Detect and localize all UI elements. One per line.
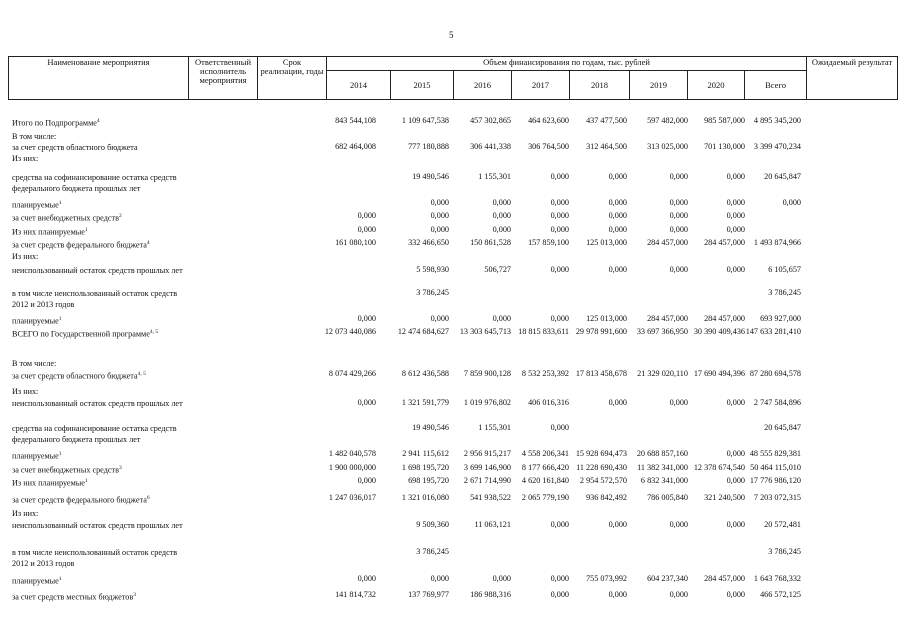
value-cell: 321 240,500 [704,493,745,502]
value-cell: 0,000 [608,172,627,181]
header-responsible: Ответственный исполнитель мероприятия [189,57,258,100]
footnote-mark: 1 [84,478,88,484]
value-cell: 20 645,847 [764,423,801,432]
value-cell: 936 842,492 [586,493,627,502]
value-cell: 0,000 [608,225,627,234]
value-cell: 0,000 [492,225,511,234]
value-cell: 786 005,840 [647,493,688,502]
value-cell: 3 399 470,234 [753,142,801,151]
value-cell: 284 457,000 [647,314,688,323]
footnote-mark: 6 [146,495,150,501]
footnote-mark: 1 [58,316,62,322]
value-cell: 0,000 [357,574,376,583]
value-cell: 0,000 [357,476,376,485]
row-label: неиспользованный остаток средств прошлых лет [12,266,183,275]
value-cell: 1 493 874,966 [753,238,801,247]
header-year: 2014 [327,71,391,100]
value-cell: 332 466,650 [408,238,449,247]
value-cell: 0,000 [550,172,569,181]
value-cell: 7 203 072,315 [753,493,801,502]
value-cell: 1 247 036,017 [328,493,376,502]
row-label: Из них планируемые$^1$ [12,478,88,488]
value-cell: 457 302,865 [470,116,511,125]
footnote-mark: 1 [58,576,62,582]
value-cell: 9 509,360 [416,520,449,529]
value-cell: 1 643 768,332 [753,574,801,583]
row-label: Из них: [12,387,39,396]
value-cell: 0,000 [430,314,449,323]
value-cell: 0,000 [357,314,376,323]
value-cell: 2 671 714,990 [463,476,511,485]
value-cell: 0,000 [726,211,745,220]
value-cell: 13 303 645,713 [459,327,511,336]
value-cell: 0,000 [492,198,511,207]
row-label: за счет средств областного бюджета [12,143,138,152]
value-cell: 0,000 [608,198,627,207]
header-period: Срок реализации, годы [258,57,327,100]
row-label: за счет средств федерального бюджета$^6$ [12,495,150,505]
footnote-mark: 2 [118,213,122,219]
value-cell: 604 237,340 [647,574,688,583]
value-cell: 597 482,000 [647,116,688,125]
value-cell: 0,000 [669,172,688,181]
value-cell: 0,000 [726,449,745,458]
header-year: 2018 [570,71,630,100]
value-cell: 186 988,316 [470,590,511,599]
value-cell: 0,000 [430,225,449,234]
value-cell: 1 155,301 [478,172,511,181]
header-year-total: Всего [745,71,807,100]
value-cell: 0,000 [430,198,449,207]
row-label: В том числе: [12,132,57,141]
row-label: Из них: [12,154,39,163]
value-cell: 0,000 [669,590,688,599]
value-cell: 20 688 857,160 [636,449,688,458]
value-cell: 306 764,500 [528,142,569,151]
row-label: Из них: [12,509,39,518]
footnote-mark: 1 [84,227,88,233]
value-cell: 313 025,000 [647,142,688,151]
value-cell: 11 228 690,430 [576,463,627,472]
value-cell: 1 482 040,578 [328,449,376,458]
value-cell: 12 474 684,627 [397,327,449,336]
footnote-mark: 1 [58,200,62,206]
header-year: 2015 [391,71,454,100]
value-cell: 0,000 [550,225,569,234]
row-label: Итого по Подпрограмме$^4$ [12,118,100,128]
value-cell: 755 073,992 [586,574,627,583]
value-cell: 0,000 [492,314,511,323]
header-year: 2020 [688,71,745,100]
row-label: В том числе: [12,359,57,368]
value-cell: 2 747 584,896 [753,398,801,407]
value-cell: 0,000 [669,398,688,407]
value-cell: 11 063,121 [474,520,511,529]
row-label: планируемые$^1$ [12,316,62,326]
value-cell: 1 900 000,000 [328,463,376,472]
value-cell: 1 698 195,720 [401,463,449,472]
value-cell: 777 180,888 [408,142,449,151]
value-cell: 3 786,245 [768,288,801,297]
value-cell: 0,000 [550,265,569,274]
value-cell: 0,000 [669,225,688,234]
value-cell: 0,000 [726,398,745,407]
page-mark: 5 [449,30,454,40]
value-cell: 0,000 [726,198,745,207]
value-cell: 147 633 281,410 [745,327,801,336]
value-cell: 0,000 [608,520,627,529]
value-cell: 17 813 458,678 [575,369,627,378]
value-cell: 4 558 206,341 [521,449,569,458]
value-cell: 19 490,546 [412,172,449,181]
footnote-mark: 4, 5 [149,329,159,335]
value-cell: 8 532 253,392 [521,369,569,378]
row-label: за счет средств федерального бюджета$^4$ [12,240,150,250]
value-cell: 2 941 115,612 [402,449,449,458]
value-cell: 541 938,522 [470,493,511,502]
row-label: Из них планируемые$^1$ [12,227,88,237]
value-cell: 682 464,008 [335,142,376,151]
value-cell: 15 928 694,473 [575,449,627,458]
value-cell: 0,000 [550,423,569,432]
footnote-mark: 4 [96,118,100,124]
value-cell: 0,000 [550,198,569,207]
value-cell: 466 572,125 [760,590,801,599]
row-label: за счет внебюджетных средств$^2$ [12,213,122,223]
value-cell: 843 544,108 [335,116,376,125]
value-cell: 2 065 779,190 [521,493,569,502]
row-label: неиспользованный остаток средств прошлых лет [12,521,183,530]
footnote-mark: 4, 5 [137,371,146,377]
value-cell: 284 457,000 [647,238,688,247]
value-cell: 0,000 [430,211,449,220]
value-cell: 0,000 [726,265,745,274]
value-cell: 0,000 [357,211,376,220]
value-cell: 1 321 016,080 [401,493,449,502]
value-cell: 0,000 [492,574,511,583]
value-cell: 0,000 [669,198,688,207]
header-name: Наименование мероприятия [9,57,189,100]
value-cell: 0,000 [608,398,627,407]
value-cell: 6 105,657 [768,265,801,274]
row-label: за счет внебюджетных средств$^3$ [12,465,122,475]
value-cell: 2 954 572,570 [579,476,627,485]
value-cell: 0,000 [669,265,688,274]
footnote-mark: 3 [133,592,136,598]
header-year: 2019 [630,71,688,100]
value-cell: 0,000 [669,520,688,529]
value-cell: 11 382 341,000 [637,463,688,472]
value-cell: 137 769,977 [408,590,449,599]
row-label: за счет средств областного бюджета$^{4, 5}$ [12,371,146,381]
value-cell: 0,000 [357,398,376,407]
row-label: планируемые$^1$ [12,200,62,210]
value-cell: 8 612 436,588 [401,369,449,378]
row-label: средства на софинансирование остатка средств федерального бюджета прошлых лет [12,424,177,444]
value-cell: 3 699 146,900 [463,463,511,472]
header-result: Ожидаемый результат [807,57,898,100]
value-cell: 12 378 674,540 [693,463,745,472]
value-cell: 0,000 [550,590,569,599]
value-cell: 5 598,930 [416,265,449,274]
value-cell: 20 645,847 [764,172,801,181]
row-label: Из них: [12,252,39,261]
value-cell: 87 280 694,578 [749,369,801,378]
value-cell: 161 080,100 [335,238,376,247]
value-cell: 21 329 020,110 [637,369,688,378]
value-cell: 20 572,481 [764,520,801,529]
value-cell: 0,000 [726,476,745,485]
value-cell: 141 814,732 [335,590,376,599]
value-cell: 312 464,500 [586,142,627,151]
row-label: планируемые$^1$ [12,576,62,586]
value-cell: 0,000 [726,225,745,234]
value-cell: 698 195,720 [408,476,449,485]
value-cell: 8 177 666,420 [521,463,569,472]
value-cell: 0,000 [550,574,569,583]
value-cell: 18 815 833,611 [518,327,569,336]
value-cell: 29 978 991,600 [575,327,627,336]
value-cell: 0,000 [550,314,569,323]
value-cell: 693 927,000 [760,314,801,323]
row-label: в том числе неиспользованный остаток средств 2012 и 2013 годов [12,289,178,309]
value-cell: 3 786,245 [768,547,801,556]
value-cell: 157 859,100 [528,238,569,247]
value-cell: 0,000 [782,198,801,207]
value-cell: 150 861,528 [470,238,511,247]
header-year: 2017 [512,71,570,100]
row-label: ВСЕГО по Государственной программе$^{4, 5}$ [12,329,159,339]
value-cell: 19 490,546 [412,423,449,432]
value-cell: 17 690 494,396 [693,369,745,378]
value-cell: 506,727 [484,265,511,274]
value-cell: 406 016,316 [528,398,569,407]
row-label: средства на софинансирование остатка средств федерального бюджета прошлых лет [12,173,177,193]
value-cell: 7 859 900,128 [463,369,511,378]
value-cell: 4 895 345,200 [753,116,801,125]
value-cell: 48 555 829,381 [749,449,801,458]
value-cell: 0,000 [550,211,569,220]
value-cell: 12 073 440,086 [324,327,376,336]
footnote-mark: 4 [146,240,150,246]
header-year: 2016 [454,71,512,100]
value-cell: 0,000 [492,211,511,220]
value-cell: 8 074 429,266 [328,369,376,378]
row-label: за счет средств местных бюджетов$^3$ [12,592,136,602]
row-label: планируемые$^1$ [12,451,62,461]
value-cell: 17 776 986,120 [749,476,801,485]
value-cell: 4 620 161,840 [521,476,569,485]
value-cell: 0,000 [608,590,627,599]
value-cell: 0,000 [608,211,627,220]
value-cell: 50 464 115,010 [750,463,801,472]
value-cell: 3 786,245 [416,547,449,556]
value-cell: 1 019 976,802 [463,398,511,407]
value-cell: 0,000 [726,172,745,181]
value-cell: 0,000 [726,520,745,529]
value-cell: 30 390 409,436 [693,327,745,336]
value-cell: 284 457,000 [704,574,745,583]
value-cell: 0,000 [550,520,569,529]
value-cell: 464 623,600 [528,116,569,125]
value-cell: 1 109 647,538 [401,116,449,125]
row-label: неиспользованный остаток средств прошлых лет [12,399,183,408]
value-cell: 3 786,245 [416,288,449,297]
value-cell: 0,000 [608,265,627,274]
value-cell: 0,000 [669,211,688,220]
value-cell: 701 130,000 [704,142,745,151]
value-cell: 0,000 [726,590,745,599]
value-cell: 0,000 [430,574,449,583]
value-cell: 306 441,338 [470,142,511,151]
value-cell: 1 321 591,779 [401,398,449,407]
value-cell: 0,000 [357,225,376,234]
value-cell: 985 587,000 [704,116,745,125]
footnote-mark: 3 [118,465,122,471]
value-cell: 1 155,301 [478,423,511,432]
footnote-mark: 1 [58,451,62,457]
value-cell: 125 013,000 [586,314,627,323]
value-cell: 33 697 366,950 [636,327,688,336]
row-label: в том числе неиспользованный остаток средств 2012 и 2013 годов [12,548,178,568]
value-cell: 284 457,000 [704,314,745,323]
value-cell: 125 013,000 [586,238,627,247]
value-cell: 437 477,500 [586,116,627,125]
value-cell: 284 457,000 [704,238,745,247]
header-volume: Объем финансирования по годам, тыс. рублей [327,57,807,71]
value-cell: 6 832 341,000 [640,476,688,485]
value-cell: 2 956 915,217 [463,449,511,458]
